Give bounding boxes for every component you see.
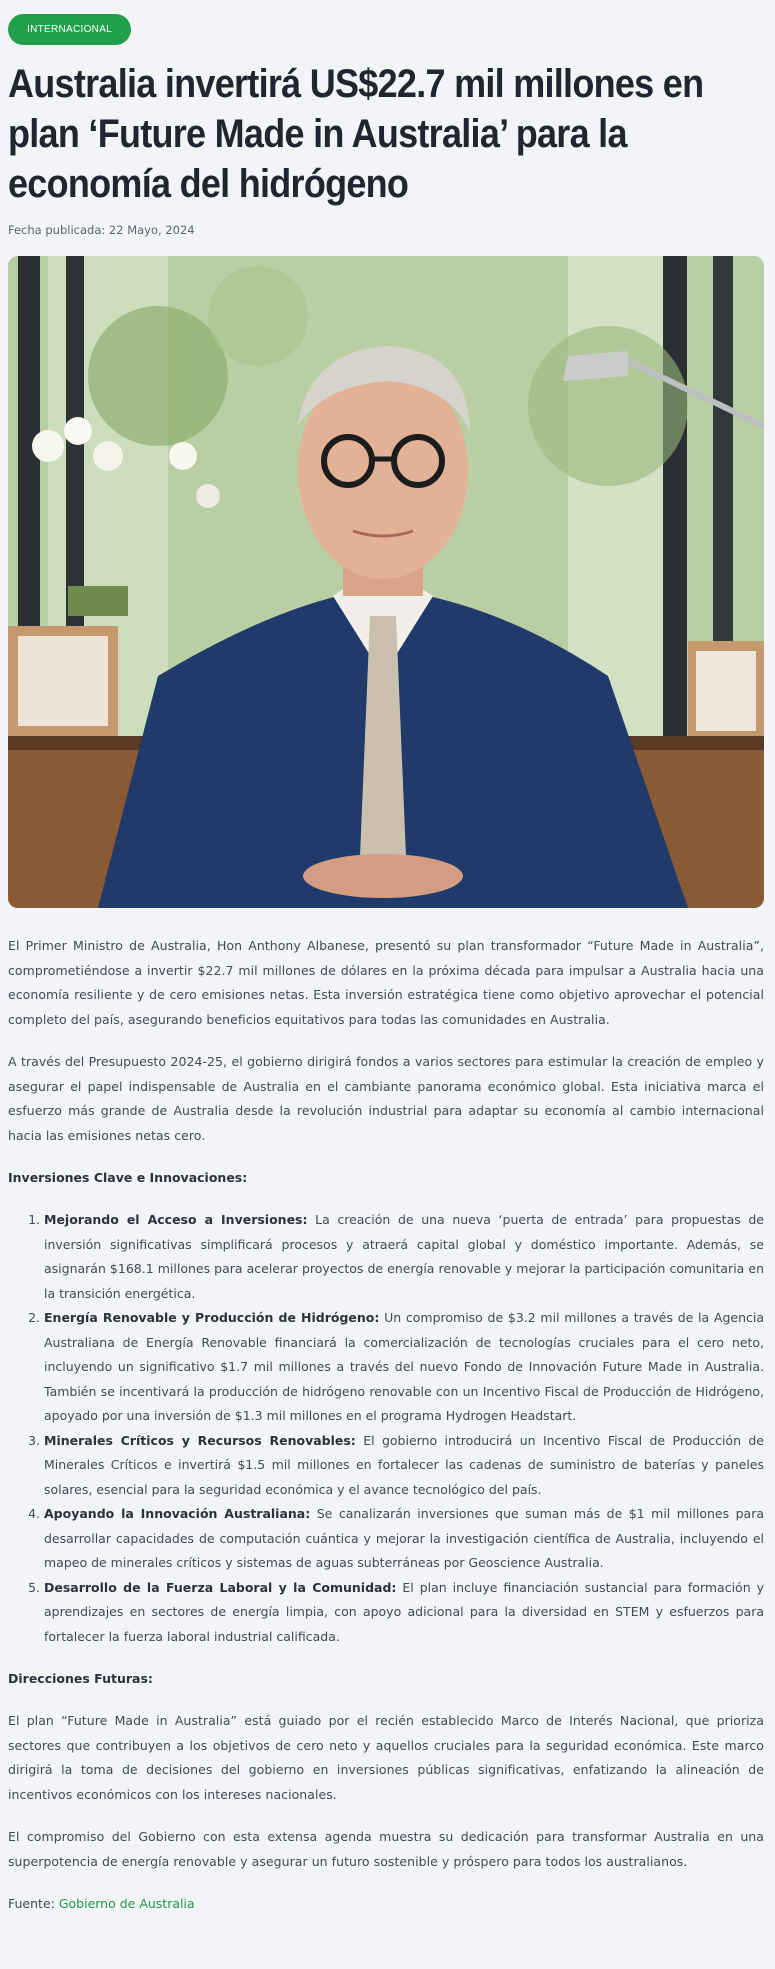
list-item-heading: Energía Renovable y Producción de Hidrógeno: — [44, 1310, 380, 1325]
list-item — [44, 1306, 764, 1429]
list-item-heading: Minerales Críticos y Recursos Renovables: — [44, 1432, 356, 1448]
list-item-text: El plan incluye financiación sustancial para formación y aprendizajes en sectores de energía limpia, con apoyo adicional para la diversidad en STEM y esfuerzos para fortalecer la fuerza laboral industrial calificada. — [44, 1579, 764, 1644]
paragraph-commitment: El compromiso del Gobierno con esta extensa agenda muestra su dedicación para transformar Australia en una superpotencia de energía renovable y asegurar un futuro sostenible y próspero para todos los australianos. — [8, 1829, 764, 1869]
publish-date: Fecha publicada: 22 Mayo, 2024 — [8, 223, 195, 237]
section-title-investments: Inversiones Clave e Innovaciones: — [8, 1170, 248, 1185]
paragraph-budget: A través del Presupuesto 2024-25, el gobierno dirigirá fondos a varios sectores para estimular la creación de empleo y asegurar el papel indispensable de Australia en el cambiante panorama económico global. Esta iniciativa marca el esfuerzo más grande de Australia desde la revolución industrial para adaptar su economía al cambio internacional hacia las emisiones netas cero. — [8, 1054, 764, 1143]
list-item — [44, 1429, 764, 1503]
portrait-illustration — [8, 256, 764, 908]
source-label: Fuente: — [8, 1896, 59, 1911]
paragraph-framework: El plan “Future Made in Australia” está guiado por el recién establecido Marco de Interés Nacional, que prioriza sectores que contribuyen a los objetivos de cero neto y aquellos cruciales para la seguridad económica. Este marco dirigirá la toma de decisiones del gobierno en inversiones públicas significativas, enfatizando la alineación de incentivos económicos con los intereses nacionales. — [8, 1713, 764, 1802]
investments-list — [8, 1208, 764, 1649]
list-item — [44, 1576, 764, 1650]
list-item-heading: Desarrollo de la Fuerza Laboral y la Comunidad: — [44, 1579, 397, 1595]
section-title-future: Direcciones Futuras: — [8, 1671, 153, 1686]
list-item — [44, 1502, 764, 1576]
list-item-heading: Mejorando el Acceso a Inversiones: — [44, 1212, 308, 1227]
article-title: Australia invertirá US$22.7 mil millones en plan ‘Future Made in Australia’ para la economía del hidrógeno — [8, 62, 704, 206]
list-item-text: El gobierno introducirá un Incentivo Fiscal de Producción de Minerales Críticos e invertirá $1.5 mil millones en fortalecer las cadenas de suministro de baterías y paneles solares, esencial para la seguridad económica y el avance tecnológico del país. — [44, 1432, 764, 1497]
list-item-heading: Apoyando la Innovación Australiana: — [44, 1506, 311, 1521]
article-hero-image — [8, 256, 764, 908]
source-link[interactable]: Gobierno de Australia — [58, 1896, 195, 1911]
source-line — [8, 1892, 764, 1916]
list-item-text: Se canalizarán inversiones que suman más de $1 mil millones para desarrollar capacidades de computación cuántica y mejorar la investigación científica de Australia, incluyendo el mapeo de minerales críticos y sistemas de aguas subterráneas por Geoscience Australia. — [44, 1506, 764, 1570]
list-item-text: La creación de una nueva ‘puerta de entrada’ para propuestas de inversión significativas simplificará procesos y atraerá capital global y doméstico importante. Además, se asignarán $168.1 millones para acelerar proyectos de energía renovable y mejorar la participación comunitaria en la transición energética. — [44, 1212, 764, 1301]
paragraph-intro: El Primer Ministro de Australia, Hon Anthony Albanese, presentó su plan transformador “Future Made in Australia”, comprometiéndose a invertir $22.7 mil millones de dólares en la próxima década para impulsar a Australia hacia una economía resiliente y de cero emisiones netas. Esta inversión estratégica tiene como objetivo aprovechar el potencial completo del país, asegurando beneficios equitativos para todas las comunidades en Australia. — [8, 938, 764, 1027]
category-badge[interactable]: INTERNACIONAL — [8, 14, 131, 45]
list-item — [44, 1208, 764, 1306]
list-item-text: Un compromiso de $3.2 mil millones a través de la Agencia Australiana de Energía Renovable financiará la comercialización de tecnologías cruciales para el cero neto, incluyendo un significativo $1.7 mil millones a través del nuevo Fondo de Innovación Future Made in Australia. También se incentivará la producción de hidrógeno renovable con un Incentivo Fiscal de Producción de Hidrógeno, apoyado por una inversión de $1.3 mil millones en el programa Hydrogen Headstart. — [44, 1310, 764, 1423]
